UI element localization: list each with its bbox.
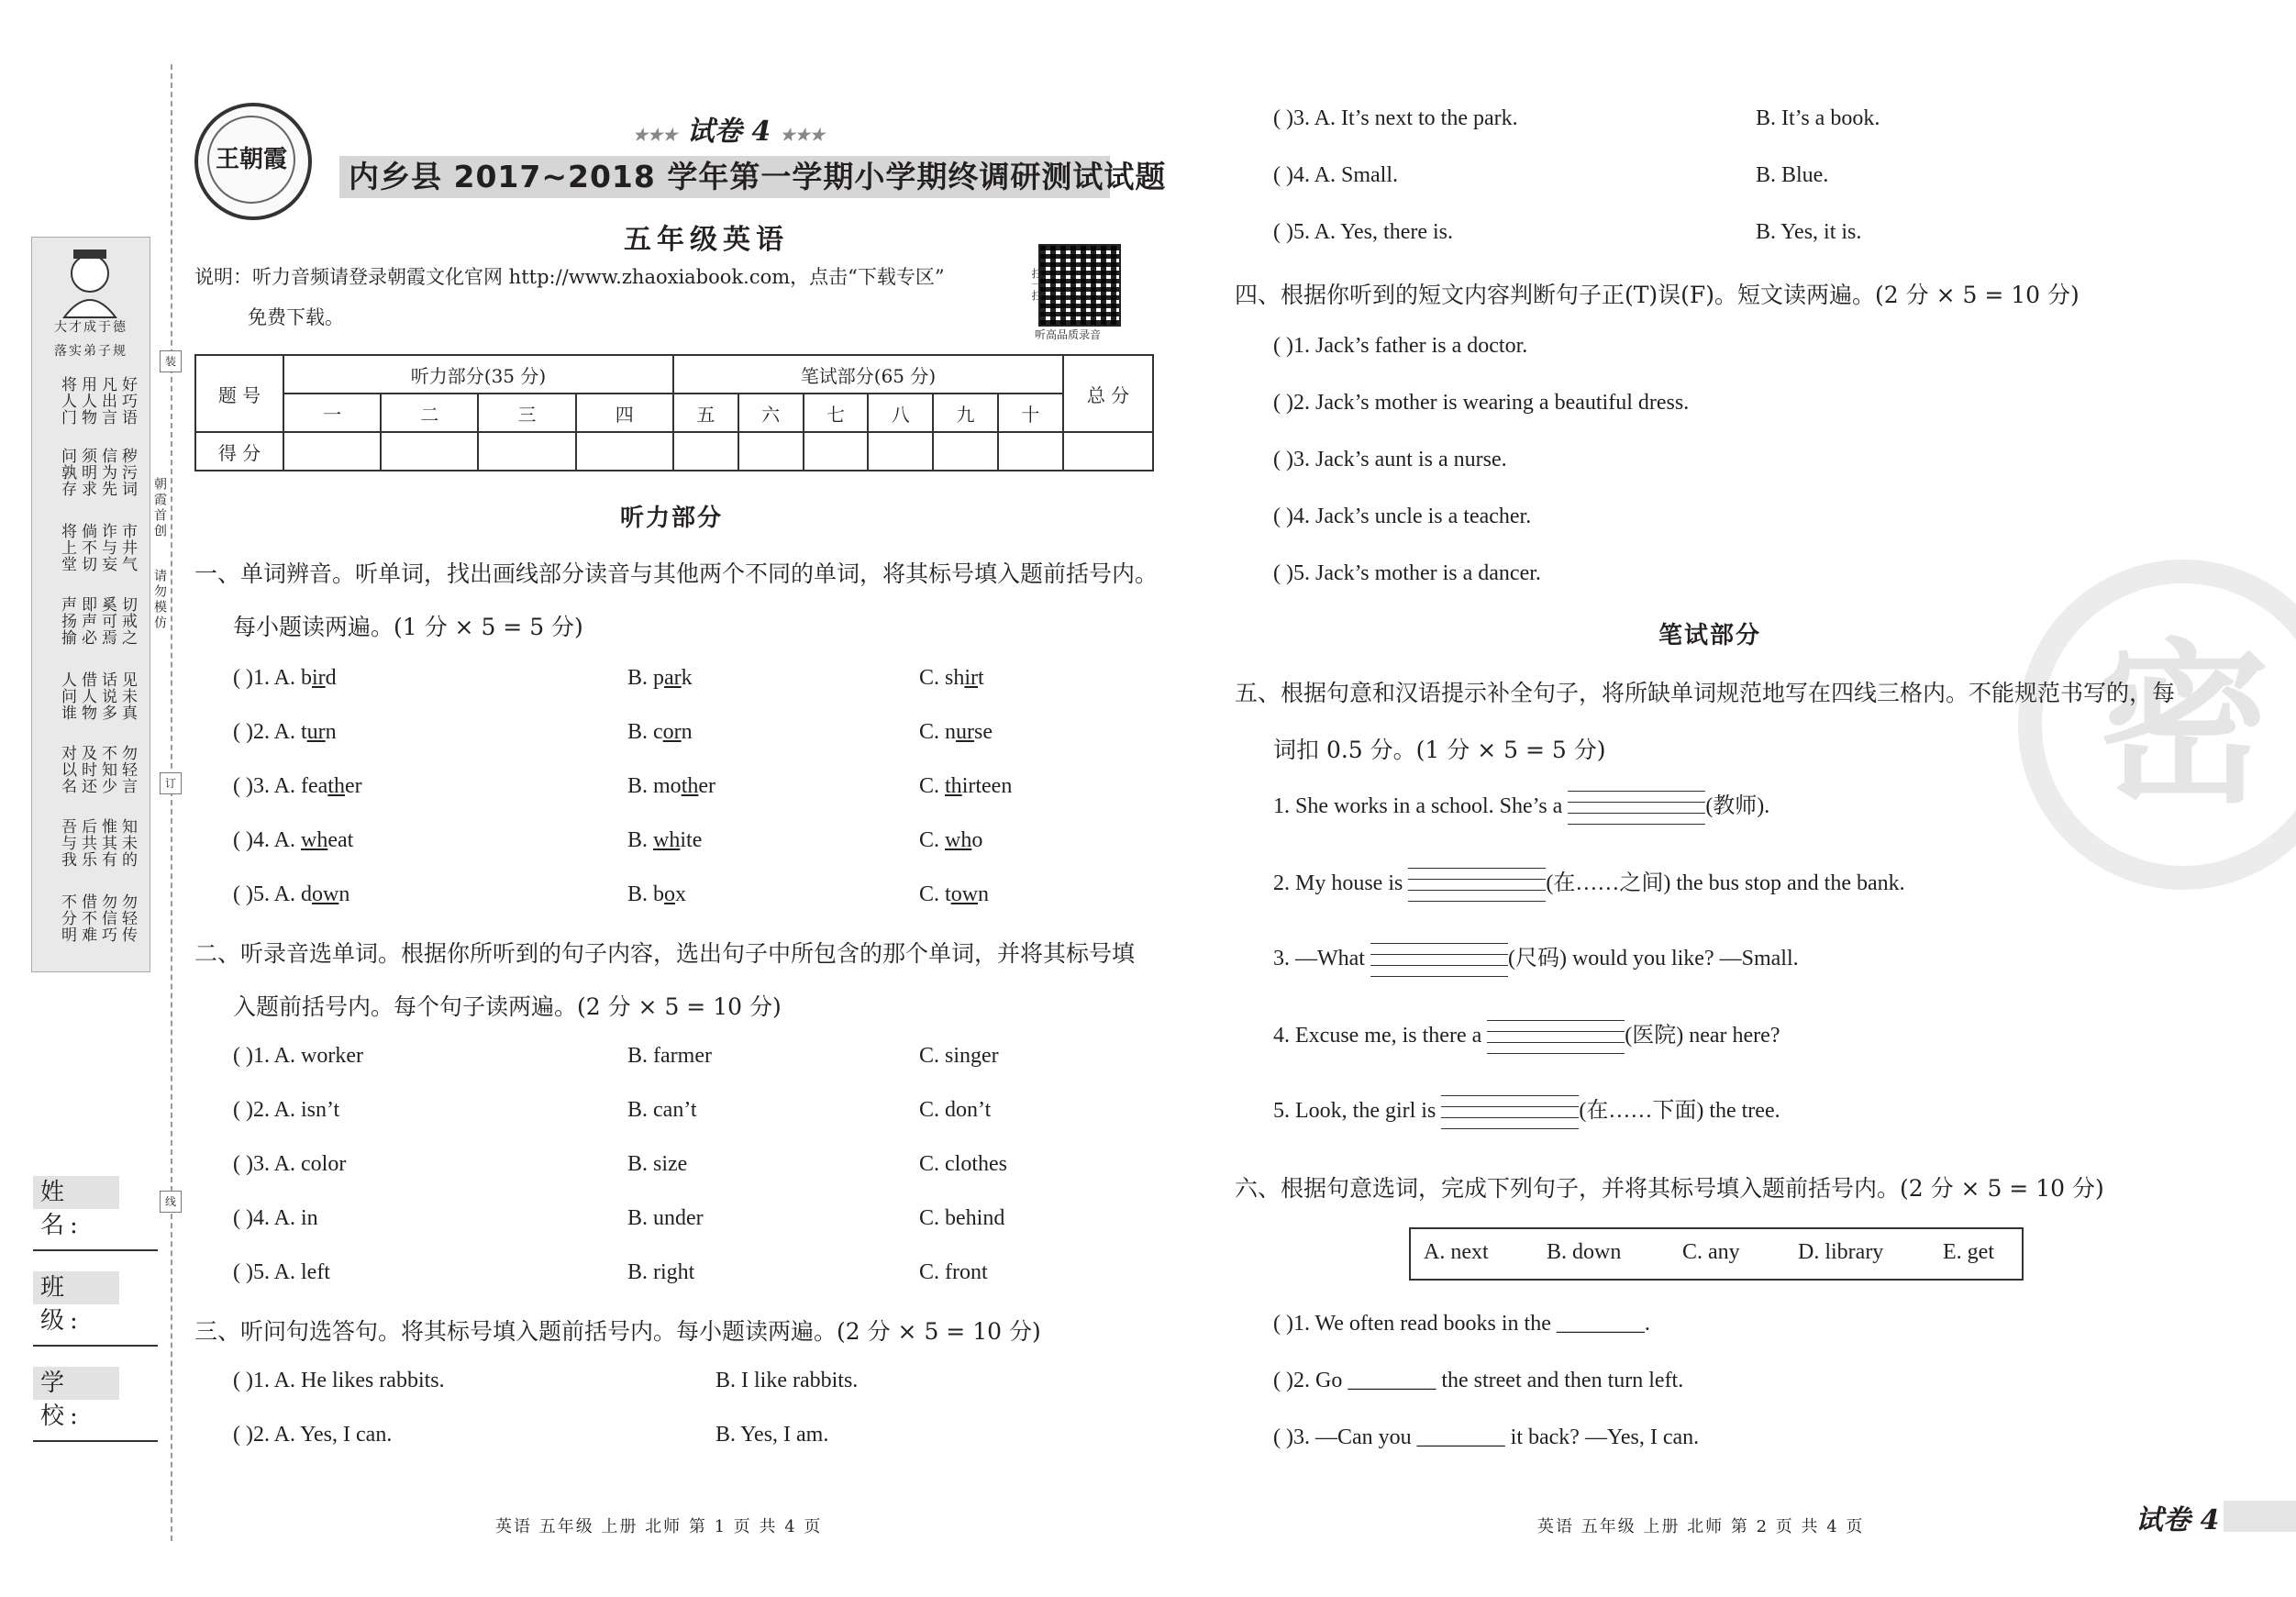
section-number: 十	[998, 394, 1063, 432]
fill-blank-item: 1. She works in a school. She’s a (教师).	[1273, 787, 1769, 827]
option-b: B. corn	[627, 720, 693, 744]
option-c: C. clothes	[919, 1152, 1007, 1176]
section-number: 一	[283, 394, 381, 432]
rule-col: 须明求	[78, 448, 96, 497]
s2-title: 二、听录音选单词。根据你所听到的句子内容，选出句子中所包含的那个单词，并将其标号填	[194, 940, 1136, 967]
question-item: ( )5. Jack’s mother is a dancer.	[1273, 561, 1541, 585]
option-b: B. farmer	[627, 1044, 712, 1068]
star-icon: ★★★	[780, 126, 826, 145]
qr-code-icon[interactable]	[1038, 244, 1121, 327]
score-cell[interactable]	[738, 432, 804, 471]
rule-col: 凡出言	[98, 376, 116, 426]
s5-title-2: 词扣 0.5 分。(1 分 × 5 = 5 分)	[1273, 737, 1606, 763]
paper-label-text: 试卷 4	[686, 116, 771, 148]
listening-header: 听力部分(35 分)	[283, 355, 673, 394]
option-b: B. park	[627, 666, 693, 690]
rule-col: 借人物	[78, 671, 96, 721]
option-c: C. behind	[919, 1206, 1005, 1230]
rule-col: 借不难	[78, 893, 96, 943]
option-c: C. thirteen	[919, 774, 1013, 798]
option-b: B. can’t	[627, 1098, 697, 1122]
publisher-logo	[194, 103, 312, 220]
rule-col: 诈与妄	[98, 523, 116, 572]
score-cell[interactable]	[478, 432, 575, 471]
question-item: ( )3. A. feather	[233, 774, 362, 798]
motto-line-2: 落实弟子规	[54, 344, 128, 359]
rule-col: 即声必	[78, 596, 96, 646]
question-item: ( )3. A. color	[233, 1152, 347, 1176]
question-item: ( )3. —Can you ________ it back? —Yes, I can.	[1273, 1425, 1700, 1449]
name-field[interactable]	[33, 1249, 158, 1251]
option-c: C. shirt	[919, 666, 984, 690]
question-item: ( )5. A. Yes, there is.	[1273, 220, 1453, 244]
note-line-2: 免费下载。	[248, 306, 344, 328]
score-cell[interactable]	[381, 432, 478, 471]
qr-caption: 听高品质录音	[1035, 328, 1102, 341]
word-option: E. get	[1943, 1240, 1994, 1264]
s1-title-2: 每小题读两遍。(1 分 × 5 = 5 分)	[233, 614, 583, 640]
score-cell[interactable]	[933, 432, 998, 471]
logo-text: 王朝霞	[207, 116, 295, 204]
question-item: ( )2. Jack’s mother is wearing a beautiful dress.	[1273, 391, 1690, 415]
s4-title: 四、根据你听到的短文内容判断句子正(T)误(F)。短文读两遍。(2 分 × 5 = 10 分)	[1235, 282, 2080, 308]
rule-col: 知未的	[118, 818, 137, 868]
word-option: D. library	[1798, 1240, 1884, 1264]
rule-col: 秽污词	[118, 448, 137, 497]
four-line-blank[interactable]	[1370, 939, 1508, 980]
note-line-1: 说明：听力音频请登录朝霞文化官网 http://www.zhaoxiabook.com，点击“下载专区”	[194, 266, 945, 288]
score-cell[interactable]	[868, 432, 933, 471]
score-row-label: 得 分	[195, 432, 283, 471]
rule-col: 不知少	[98, 745, 116, 794]
question-item: ( )1. A. worker	[233, 1044, 363, 1068]
word-option: C. any	[1682, 1240, 1740, 1264]
fill-blank-item: 4. Excuse me, is there a (医院) near here?	[1273, 1016, 1780, 1057]
seal-character: 密	[2095, 622, 2270, 826]
word-bank	[1409, 1227, 2024, 1281]
option-c: C. town	[919, 882, 990, 906]
rule-col: 好巧语	[118, 376, 137, 426]
option-c: C. nurse	[919, 720, 993, 744]
binding-dashed-line	[171, 64, 172, 1541]
question-item: ( )2. A. turn	[233, 720, 337, 744]
option-b: B. right	[627, 1260, 695, 1284]
question-item: ( )1. We often read books in the ________.	[1273, 1312, 1650, 1336]
question-item: ( )2. Go ________ the street and then turn left.	[1273, 1369, 1684, 1392]
s5-title: 五、根据句意和汉语提示补全句子，将所缺单词规范地写在四线三格内。不能规范书写的，每	[1235, 680, 2176, 706]
rule-col: 奚可焉	[98, 596, 116, 646]
question-item: ( )1. A. bird	[233, 666, 337, 690]
option-b: B. Yes, I am.	[715, 1423, 829, 1447]
fill-blank-item: 5. Look, the girl is (在……下面) the tree.	[1273, 1092, 1780, 1132]
paper-label	[633, 108, 825, 149]
option-b: B. Blue.	[1756, 163, 1829, 187]
score-cell[interactable]	[576, 432, 673, 471]
rule-col: 不分明	[58, 893, 76, 943]
rule-col: 见未真	[118, 671, 137, 721]
rule-col: 声扬揄	[58, 596, 76, 646]
rule-col: 人问谁	[58, 671, 76, 721]
score-cell[interactable]	[283, 432, 381, 471]
option-b: B. Yes, it is.	[1756, 220, 1862, 244]
vertical-note-2: 请勿模仿	[152, 569, 167, 631]
score-header-cell: 题 号	[195, 355, 283, 432]
question-item: ( )1. Jack’s father is a doctor.	[1273, 334, 1528, 358]
paper-tag: 试卷 4	[2135, 1504, 2220, 1536]
rule-col: 勿轻传	[118, 893, 137, 943]
score-table	[194, 354, 1154, 471]
rule-col: 勿轻言	[118, 745, 137, 794]
four-line-blank[interactable]	[1568, 787, 1705, 827]
qr-side-text: 扫一扫	[1030, 268, 1043, 301]
question-item: ( )2. A. Yes, I can.	[233, 1423, 393, 1447]
section-number: 四	[576, 394, 673, 432]
section-number: 五	[673, 394, 738, 432]
footer-page-2: 英语 五年级 上册 北师 第 2 页 共 4 页	[1537, 1517, 1865, 1536]
section-number: 二	[381, 394, 478, 432]
question-item: ( )3. A. It’s next to the park.	[1273, 106, 1518, 130]
rule-col: 后共乐	[78, 818, 96, 868]
rule-col: 市井气	[118, 523, 137, 572]
rule-col: 对以名	[58, 745, 76, 794]
score-cell[interactable]	[804, 432, 869, 471]
section-number: 三	[478, 394, 575, 432]
s3-title: 三、听问句选答句。将其标号填入题前括号内。每小题读两遍。(2 分 × 5 = 10 分)	[194, 1318, 1041, 1345]
rule-col: 信为先	[98, 448, 116, 497]
school-label: 学 校:	[33, 1367, 119, 1400]
question-item: ( )3. Jack’s aunt is a nurse.	[1273, 448, 1507, 471]
rule-col: 及时还	[78, 745, 96, 794]
section-number: 六	[738, 394, 804, 432]
motto-line-1: 大才成于德	[54, 320, 128, 335]
exam-title: 内乡县 2017~2018 学年第一学期小学期终调研测试试题	[349, 159, 1167, 194]
rule-col: 切戒之	[118, 596, 137, 646]
fill-blank-item: 3. —What (尺码) would you like? —Small.	[1273, 939, 1799, 980]
vertical-note-1: 朝霞首创	[152, 477, 167, 539]
rule-col: 惟其有	[98, 818, 116, 868]
s6-title: 六、根据句意选词，完成下列句子，并将其标号填入题前括号内。(2 分 × 5 = 10 分)	[1235, 1175, 2104, 1202]
s2-title-2: 入题前括号内。每个句子读两遍。(2 分 × 5 = 10 分)	[233, 993, 782, 1020]
four-line-blank[interactable]	[1441, 1092, 1579, 1132]
option-b: B. under	[627, 1206, 704, 1230]
school-field[interactable]	[33, 1440, 158, 1442]
option-b: B. white	[627, 828, 703, 852]
question-item: ( )1. A. He likes rabbits.	[233, 1369, 445, 1392]
rule-col: 用人物	[78, 376, 96, 426]
option-c: C. front	[919, 1260, 988, 1284]
question-item: ( )2. A. isn’t	[233, 1098, 340, 1122]
rule-col: 吾与我	[58, 818, 76, 868]
rule-col: 话说多	[98, 671, 116, 721]
rule-col: 倘不切	[78, 523, 96, 572]
question-item: ( )4. A. wheat	[233, 828, 354, 852]
fill-blank-item: 2. My house is (在……之间) the bus stop and the bank.	[1273, 864, 1905, 904]
writing-title: 笔试部分	[1658, 622, 1762, 649]
word-option: A. next	[1424, 1240, 1489, 1264]
option-c: C. singer	[919, 1044, 999, 1068]
total-header: 总 分	[1063, 355, 1153, 432]
s1-title: 一、单词辨音。听单词，找出画线部分读音与其他两个不同的单词，将其标号填入题前括号内。	[194, 560, 1159, 587]
binding-mark: 线	[160, 1191, 182, 1213]
rule-col: 问孰存	[58, 448, 76, 497]
class-label: 班 级:	[33, 1271, 119, 1304]
option-b: B. size	[627, 1152, 688, 1176]
question-item: ( )5. A. left	[233, 1260, 330, 1284]
question-item: ( )4. A. in	[233, 1206, 318, 1230]
score-cell[interactable]	[673, 432, 738, 471]
subject-title: 五年级英语	[624, 224, 789, 256]
rule-col: 将上堂	[58, 523, 76, 572]
score-cell[interactable]	[1063, 432, 1153, 471]
option-b: B. box	[627, 882, 687, 906]
question-item: ( )5. A. down	[233, 882, 350, 906]
score-cell[interactable]	[998, 432, 1063, 471]
star-icon: ★★★	[633, 126, 678, 145]
option-c: C. who	[919, 828, 983, 852]
section-number: 八	[868, 394, 933, 432]
question-item: ( )4. Jack’s uncle is a teacher.	[1273, 505, 1532, 528]
section-number: 七	[804, 394, 869, 432]
rule-col: 将人门	[58, 376, 76, 426]
four-line-blank[interactable]	[1408, 864, 1546, 904]
paper-tag-bar	[2224, 1501, 2296, 1532]
option-b: B. mother	[627, 774, 716, 798]
word-option: B. down	[1547, 1240, 1622, 1264]
binding-mark: 订	[160, 772, 182, 794]
binding-mark: 装	[160, 350, 182, 372]
option-b: B. It’s a book.	[1756, 106, 1880, 130]
four-line-blank[interactable]	[1487, 1016, 1625, 1057]
question-item: ( )4. A. Small.	[1273, 163, 1398, 187]
rule-col: 勿信巧	[98, 893, 116, 943]
writing-header: 笔试部分(65 分)	[673, 355, 1063, 394]
section-number: 九	[933, 394, 998, 432]
class-field[interactable]	[33, 1345, 158, 1347]
footer-page-1: 英语 五年级 上册 北师 第 1 页 共 4 页	[495, 1517, 823, 1536]
option-b: B. I like rabbits.	[715, 1369, 859, 1392]
name-label: 姓 名:	[33, 1176, 119, 1209]
listening-title: 听力部分	[620, 505, 724, 532]
option-c: C. don’t	[919, 1098, 992, 1122]
